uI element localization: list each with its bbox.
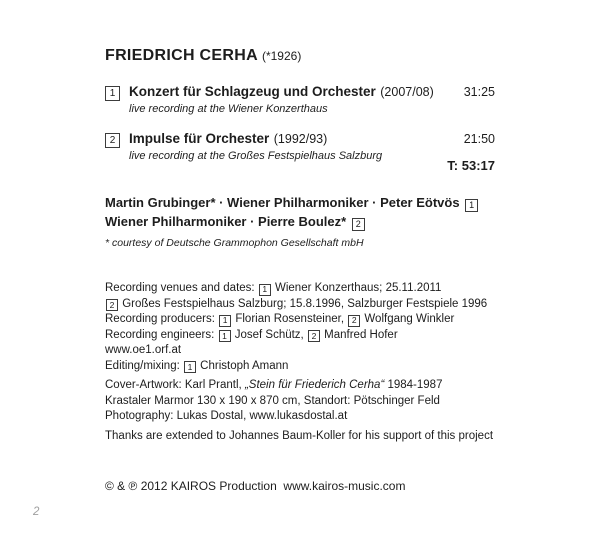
track-ref-box: 2 (308, 330, 320, 342)
text-segment: Martin Grubinger* · Wiener Philharmoniker · Peter Eötvös (105, 195, 464, 210)
track-row (105, 83, 495, 101)
composer-name: FRIEDRICH CERHA (105, 47, 258, 64)
text-segment: Krastaler Marmor 130 x 190 x 870 cm, Standort: Pötschinger Feld (105, 394, 440, 407)
text-segment: Recording venues and dates: (105, 282, 258, 294)
credit-line (105, 409, 495, 425)
track-ref-box: 1 (219, 315, 231, 327)
thanks-note: Thanks are extended to Johannes Baum-Koller for his support of this project (105, 430, 494, 442)
text-segment: Wiener Konzerthaus; 25.11.2011 (271, 282, 442, 294)
performers-line (105, 193, 495, 212)
track-ref-box: 2 (352, 218, 365, 231)
text-segment: Recording producers: (105, 313, 219, 325)
credit-line (105, 312, 495, 328)
credit-line (105, 378, 495, 394)
performers-line (105, 212, 495, 231)
track-row (105, 130, 495, 148)
track-years: (2007/08) (380, 85, 434, 99)
track-number-box: 2 (105, 133, 120, 148)
courtesy-note: * courtesy of Deutsche Grammophon Gesellschaft mbH (105, 237, 364, 249)
credit-line (105, 328, 495, 344)
text-segment: Großes Festspielhaus Salzburg; 15.8.1996, Salzburger Festspiele 1996 (119, 297, 488, 310)
credit-line (105, 343, 495, 359)
page-number: 2 (33, 506, 40, 518)
track-ref-box: 1 (259, 284, 271, 296)
page-title (105, 47, 495, 65)
track-title-line (129, 83, 456, 101)
text-segment: Wolfgang Winkler (361, 313, 455, 325)
text-segment: Cover-Artwork: Karl Prantl, (105, 379, 245, 391)
track-duration: 31:25 (463, 85, 495, 99)
total-duration: T: 53:17 (447, 158, 495, 173)
track-ref-box: 1 (465, 199, 478, 212)
text-segment: www.oe1.orf.at (105, 344, 182, 356)
track-item (105, 83, 495, 115)
track-ref-box: 2 (106, 299, 118, 311)
text-segment: „Stein für Friederich Cerha“ (244, 379, 385, 391)
track-recording-note: live recording at the Wiener Konzerthaus (129, 103, 328, 115)
track-duration: 21:50 (463, 132, 495, 146)
composer-birth-year: (*1926) (261, 49, 302, 63)
credit-line (105, 297, 495, 313)
credit-line (105, 359, 495, 375)
track-title: Konzert für Schlagzeug und Orchester (129, 84, 376, 99)
recording-credits-block (105, 281, 495, 374)
text-segment: Florian Rosensteiner, (232, 313, 348, 325)
text-segment: Editing/mixing: (105, 359, 183, 372)
track-years: (1992/93) (273, 132, 328, 146)
copyright-line: © & ℗ 2012 KAIROS Production www.kairos-music.com (105, 479, 406, 493)
track-title-line (129, 130, 456, 148)
track-ref-box: 1 (219, 330, 231, 342)
credit-line (105, 281, 495, 297)
text-segment: Christoph Amann (196, 359, 289, 372)
text-segment: Recording engineers: (105, 328, 218, 341)
track-recording-note: live recording at the Großes Festspielhaus Salzburg (129, 150, 383, 162)
text-segment: 1984-1987 (384, 379, 443, 391)
text-segment: Josef Schütz, (231, 328, 307, 341)
track-ref-box: 2 (348, 315, 360, 327)
track-ref-box: 1 (184, 361, 196, 373)
text-segment: Photography: Lukas Dostal, www.lukasdostal.at (105, 410, 348, 422)
track-number-box: 1 (105, 86, 120, 101)
performers-block (105, 193, 495, 231)
cover-artwork-block (105, 378, 495, 425)
track-title: Impulse für Orchester (129, 131, 270, 146)
text-segment: Wiener Philharmoniker · Pierre Boulez* (105, 214, 350, 229)
credit-line (105, 394, 495, 410)
text-segment: Manfred Hofer (320, 328, 398, 341)
